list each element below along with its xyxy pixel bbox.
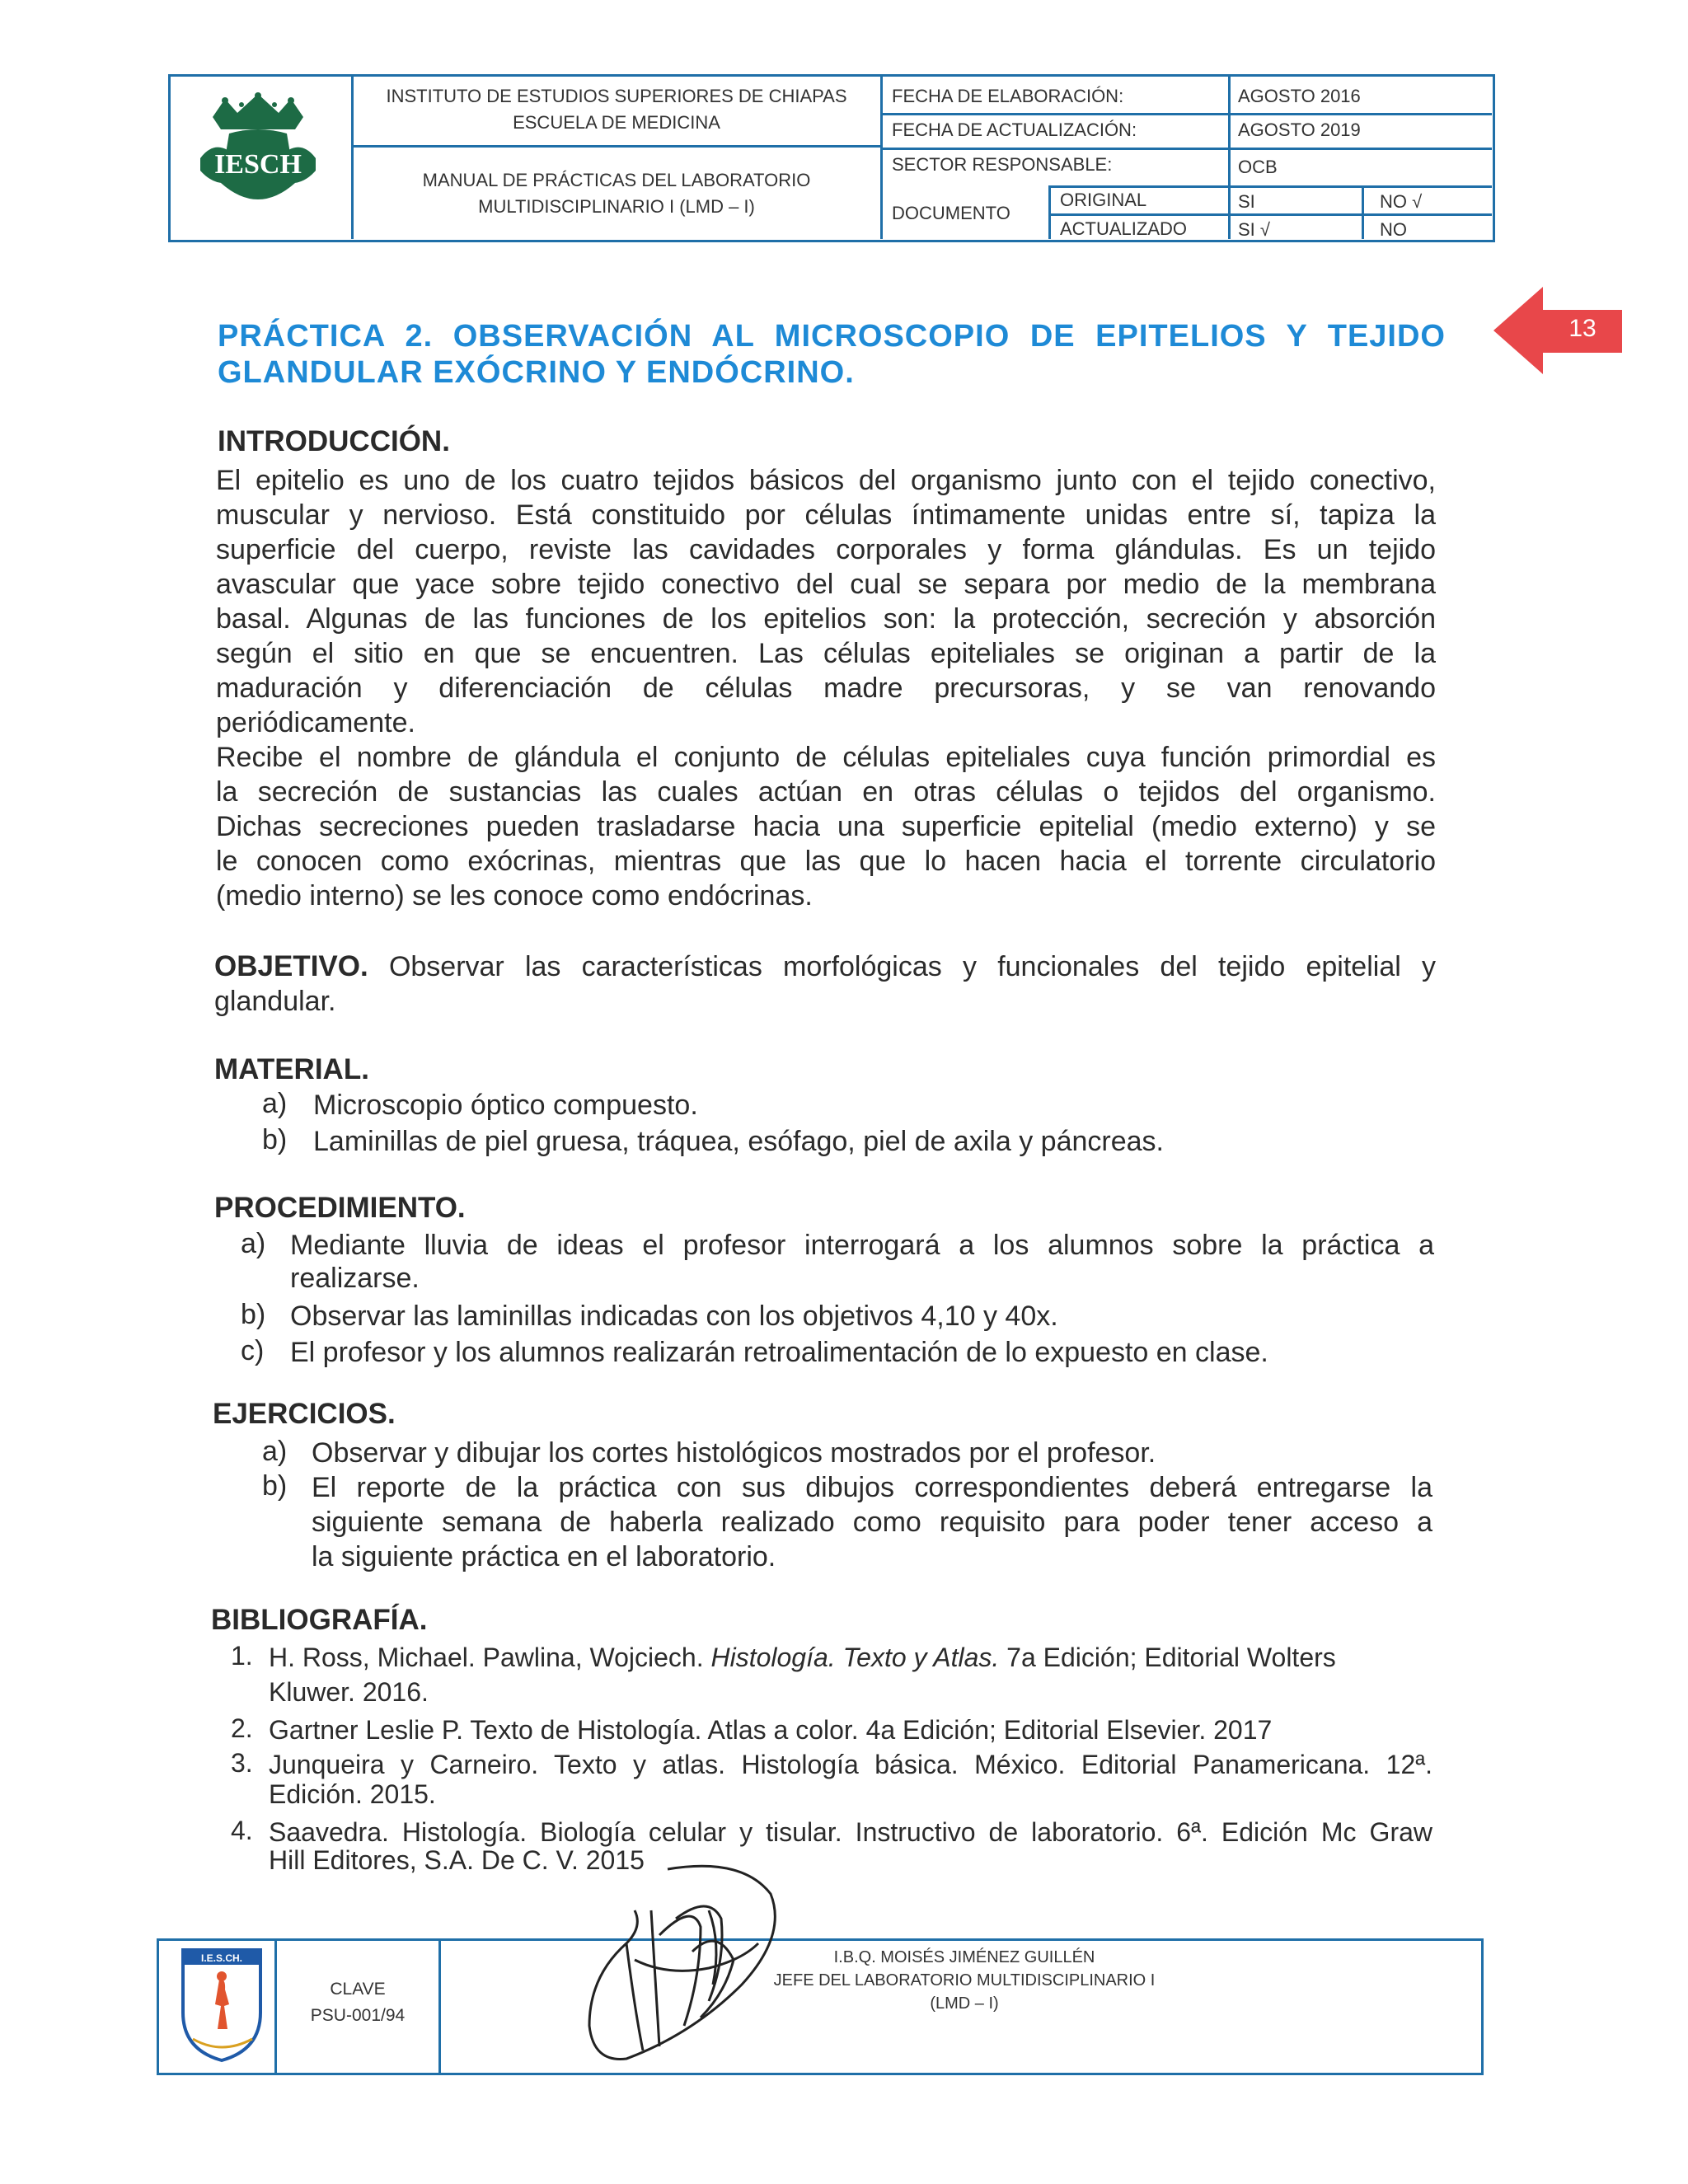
ejercicios-item: Observar y dibujar los cortes histológicos mostrados por el profesor. [312,1437,1156,1469]
fecha-actualizacion-label: FECHA DE ACTUALIZACIÓN: [892,120,1137,140]
signer-title: JEFE DEL LABORATORIO MULTIDISCIPLINARIO I [773,1971,1156,1990]
signer-name: I.B.Q. MOISÉS JIMÉNEZ GUILLÉN [833,1948,1095,1966]
institution-name: INSTITUTO DE ESTUDIOS SUPERIORES DE CHIAPAS [386,86,847,106]
sector-responsable-value: OCB [1238,157,1278,177]
intro-line: superficie del cuerpo, reviste las cavidades corporales y forma glándulas. Es un tejido [216,534,1436,565]
ejercicios-marker: a) [262,1436,288,1467]
material-marker: a) [262,1088,288,1119]
page-number-tab [1493,285,1622,376]
procedimiento-item: Observar las laminillas indicadas con los objetivos 4,10 y 40x. [290,1301,1058,1332]
procedimiento-item: El profesor y los alumnos realizarán retroalimentación de lo expuesto en clase. [290,1337,1268,1368]
intro-line: Dichas secreciones pueden trasladarse hacia una superficie epitelial (medio externo) y se [216,811,1436,842]
original-label: ORIGINAL [1060,190,1147,210]
biblio-item-cont: Hill Editores, S.A. De C. V. 2015 [269,1845,645,1875]
objetivo-heading: OBJETIVO. [214,950,368,982]
fecha-actualizacion-value: AGOSTO 2019 [1238,120,1361,140]
fecha-elaboracion-value: AGOSTO 2016 [1238,86,1361,106]
ejercicios-item: El reporte de la práctica con sus dibujos correspondientes deberá entregarse la [312,1472,1432,1503]
clave-label: CLAVE [330,1980,386,1999]
biblio-marker: 3. [231,1748,253,1778]
biblio-item-cont: Kluwer. 2016. [269,1677,429,1707]
biblio-title-italic: Histología. Texto y Atlas. [710,1643,1000,1672]
intro-line: avascular que yace sobre tejido conectivo del cual se separa por medio de la membrana [216,569,1436,600]
intro-line: El epitelio es uno de los cuatro tejidos básicos del organismo junto con el tejido conectivo, [216,465,1436,496]
biblio-item: Saavedra. Histología. Biología celular y tisular. Instructivo de laboratorio. 6ª. Edición Mc Graw [269,1817,1432,1847]
biblio-text: 7a Edición; Editorial Wolters [999,1643,1336,1672]
biblio-item: Junqueira y Carneiro. Texto y atlas. Histología básica. México. Editorial Panamericana. 12ª. [269,1750,1432,1779]
manual-title-line1: MANUAL DE PRÁCTICAS DEL LABORATORIO [422,170,811,190]
ejercicios-marker: b) [262,1470,288,1502]
institution-logo [196,92,320,220]
biblio-marker: 1. [231,1641,253,1671]
material-item: Microscopio óptico compuesto. [313,1090,698,1121]
ejercicios-heading: EJERCICIOS. [213,1398,396,1430]
biblio-text: H. Ross, Michael. Pawlina, Wojciech. [269,1643,711,1672]
intro-line: le conocen como exócrinas, mientras que las que lo hacen hacia el torrente circulatorio [216,846,1436,877]
handwritten-signature [577,1861,791,2067]
bibliografia-heading: BIBLIOGRAFÍA. [211,1604,428,1636]
intro-line: muscular y nervioso. Está constituido por células íntimamente unidas entre sí, tapiza la [216,499,1436,531]
procedimiento-heading: PROCEDIMIENTO. [214,1192,466,1224]
procedimiento-item: Mediante lluvia de ideas el profesor interrogará a los alumnos sobre la práctica a [290,1230,1434,1261]
actualizado-si: SI √ [1238,219,1270,240]
procedimiento-marker: a) [241,1228,266,1259]
actualizado-no: NO [1380,219,1407,240]
practice-title-line1: PRÁCTICA 2. OBSERVACIÓN AL MICROSCOPIO DE EPITELIOS Y TEJIDO [218,319,1446,354]
biblio-marker: 2. [231,1713,253,1743]
biblio-item: Gartner Leslie P. Texto de Histología. Atlas a color. 4a Edición; Editorial Elsevier. 2017 [269,1715,1273,1745]
intro-line: periódicamente. [216,707,415,738]
intro-line: Recibe el nombre de glándula el conjunto de células epiteliales cuya función primordial es [216,742,1436,773]
procedimiento-marker: b) [241,1299,266,1330]
intro-line: según el sitio en que se encuentren. Las células epiteliales se originan a partir de la [216,638,1436,669]
svg-text:I.E.S.CH.: I.E.S.CH. [200,1952,243,1964]
procedimiento-marker: c) [241,1335,265,1366]
school-name: ESCUELA DE MEDICINA [513,112,720,133]
ejercicios-item-cont: la siguiente práctica en el laboratorio. [312,1541,776,1572]
documento-label: DOCUMENTO [892,203,1010,223]
page-number: 13 [1568,315,1597,342]
manual-title-line2: MULTIDISCIPLINARIO I (LMD – I) [478,196,755,217]
ejercicios-item-cont: siguiente semana de haberla realizado como requisito para poder tener acceso a [312,1507,1432,1538]
biblio-item-cont: Edición. 2015. [269,1779,436,1809]
intro-line: maduración y diferenciación de células madre precursoras, y se van renovando [216,673,1436,704]
intro-heading: INTRODUCCIÓN. [218,425,450,457]
signer-title-cont: (LMD – I) [930,1994,999,2013]
university-seal [178,1947,265,2064]
practice-title-line2: GLANDULAR EXÓCRINO Y ENDÓCRINO. [218,355,855,390]
material-marker: b) [262,1124,288,1155]
clave-value: PSU-001/94 [310,2006,406,2025]
material-item: Laminillas de piel gruesa, tráquea, esófago, piel de axila y páncreas. [313,1126,1164,1157]
original-si: SI [1238,191,1255,212]
original-no: NO √ [1380,191,1423,212]
sector-responsable-label: SECTOR RESPONSABLE: [892,154,1113,175]
biblio-marker: 4. [231,1816,253,1845]
fecha-elaboracion-label: FECHA DE ELABORACIÓN: [892,86,1124,106]
intro-line: la secreción de sustancias las cuales actúan en otras células o tejidos del organismo. [216,776,1436,808]
actualizado-label: ACTUALIZADO [1060,218,1188,239]
procedimiento-item-cont: realizarse. [290,1263,420,1294]
objetivo-line2: glandular. [214,986,336,1017]
intro-line: basal. Algunas de las funciones de los epitelios son: la protección, secreción y absorción [216,603,1436,635]
intro-line: (medio interno) se les conoce como endócrinas. [216,880,813,912]
material-heading: MATERIAL. [214,1053,369,1085]
svg-text:IESCH: IESCH [214,149,302,180]
objetivo-line1 [214,949,1436,984]
biblio-item [269,1640,1336,1675]
objetivo-text: Observar las características morfológicas y funcionales del tejido epitelial y [388,951,1436,982]
intro-body [216,463,1436,913]
